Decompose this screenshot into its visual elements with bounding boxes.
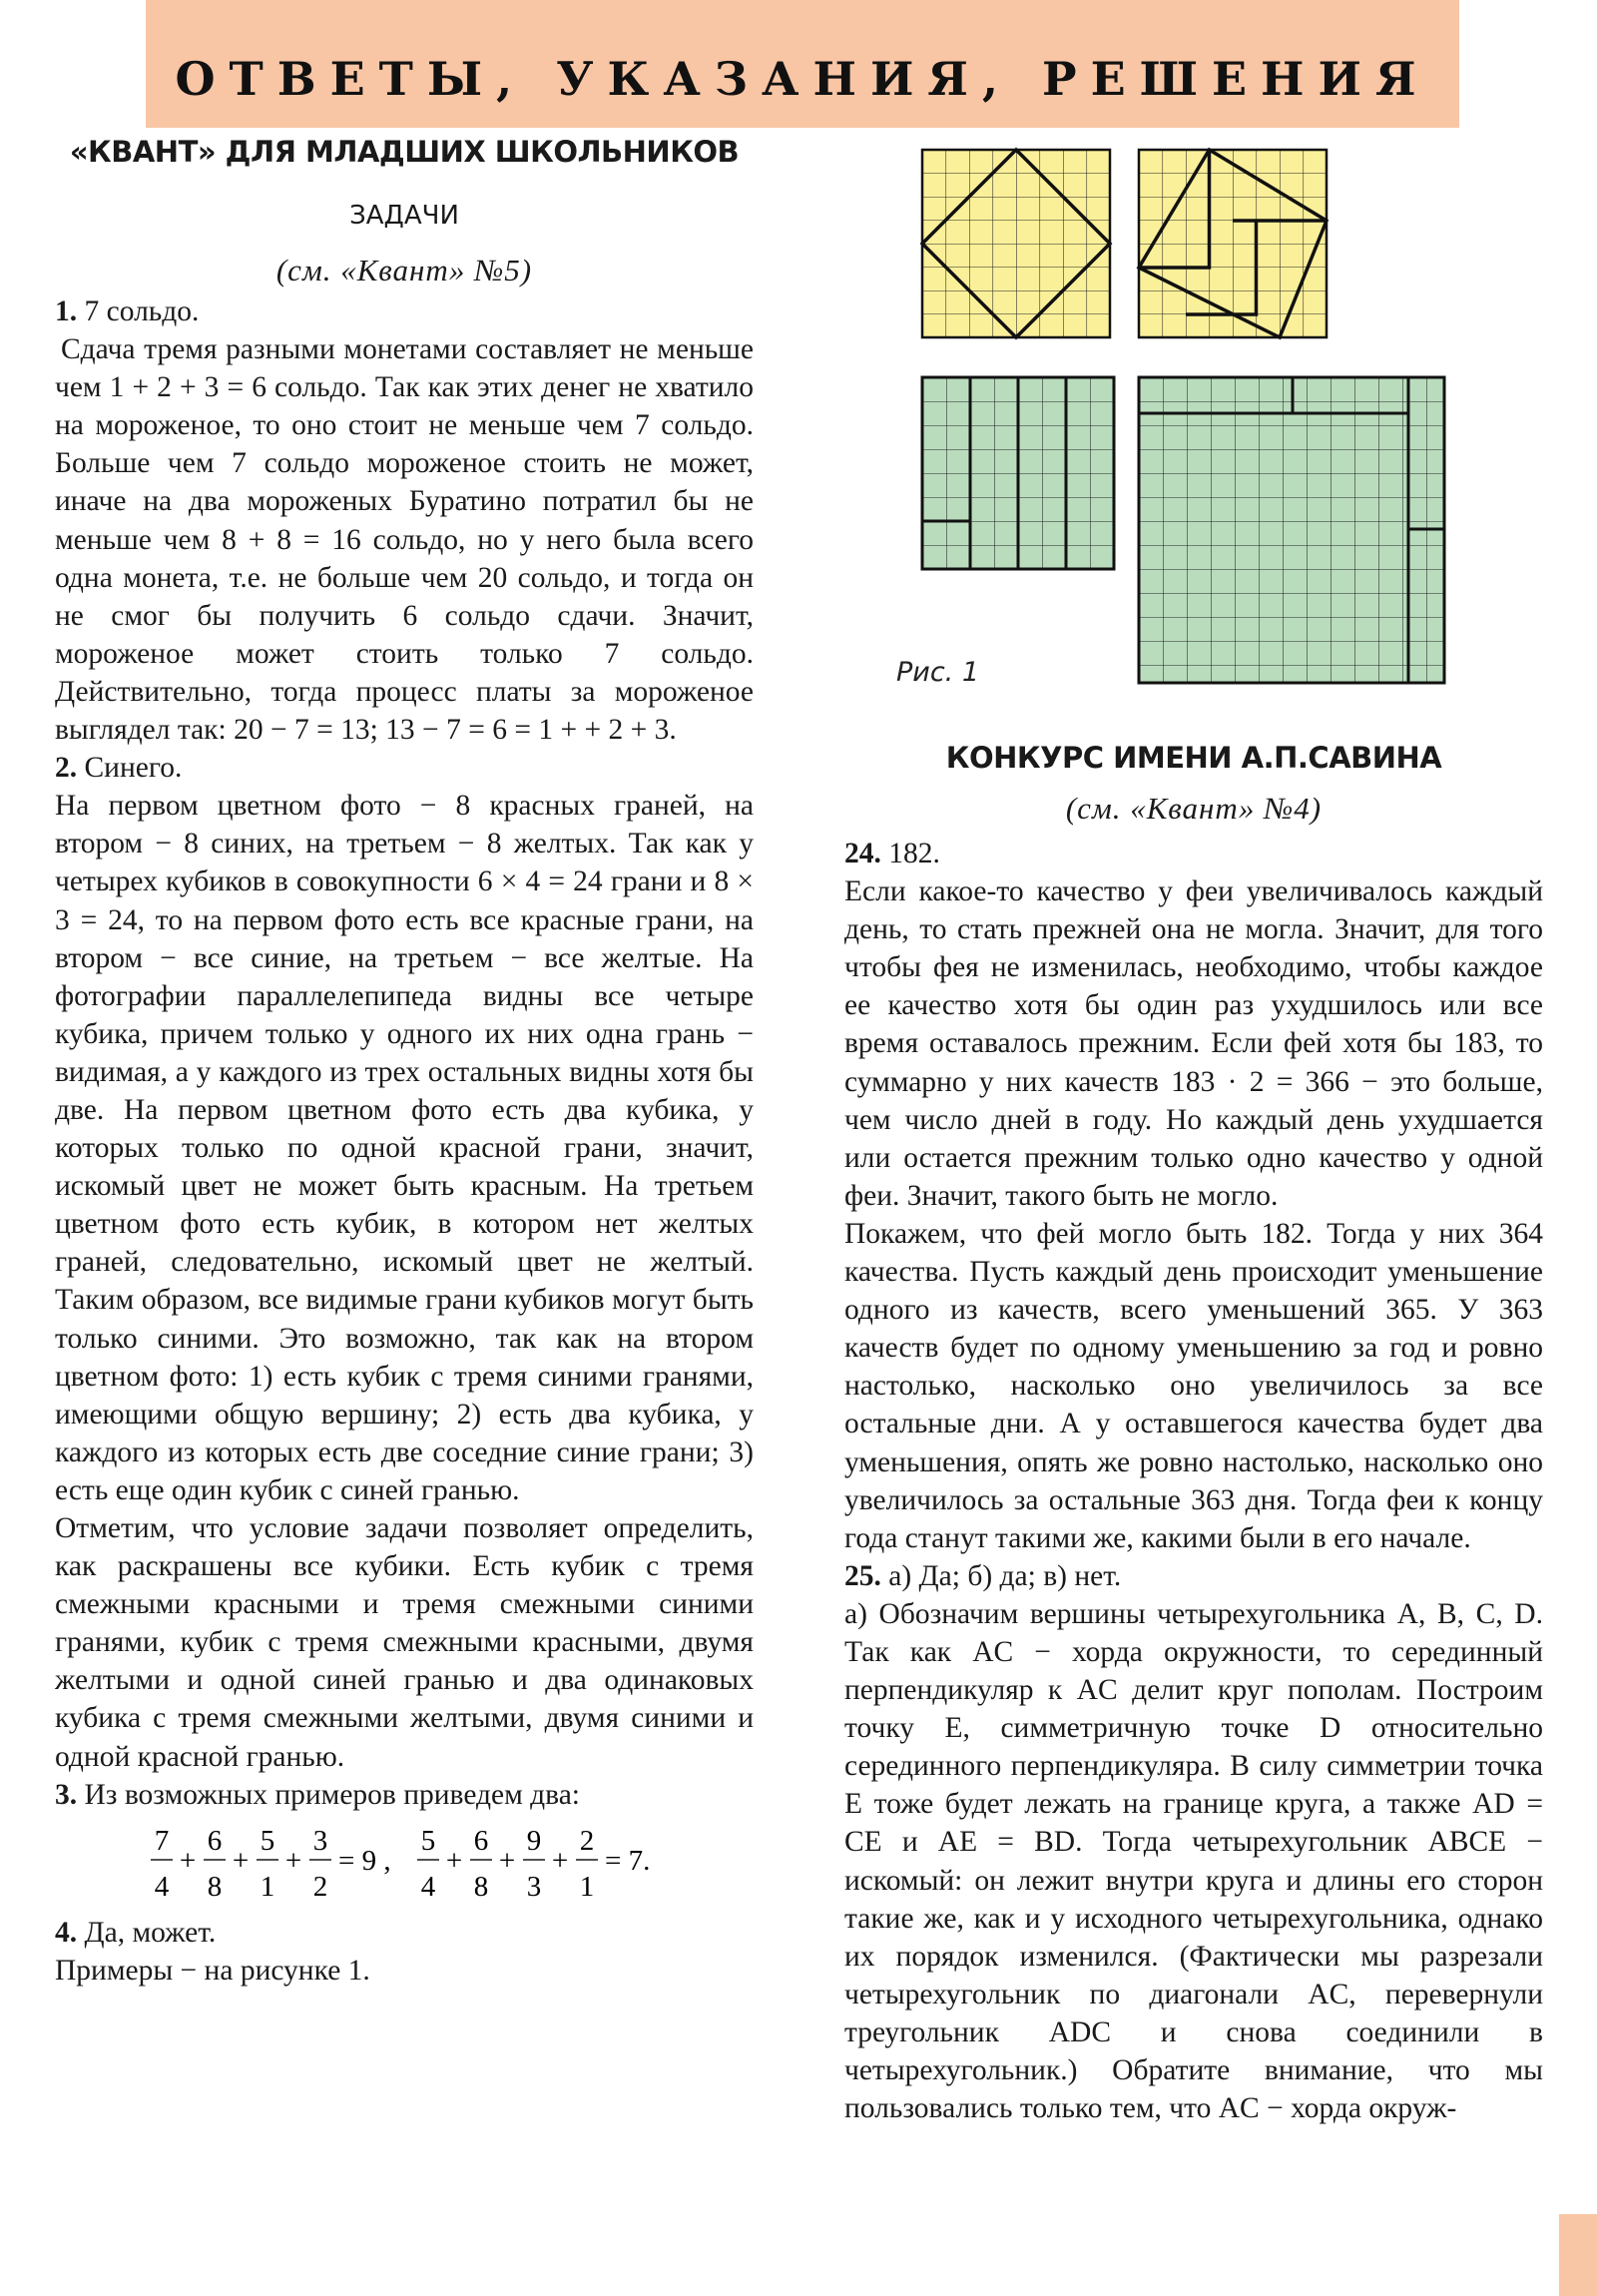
figure-1-caption: Рис. 1 <box>896 657 980 688</box>
formula-1-plus-1: + <box>179 1844 197 1877</box>
right-column <box>844 741 1543 2127</box>
formula-2 <box>417 1825 650 1903</box>
subtitle-tasks: ЗАДАЧИ <box>349 201 459 231</box>
formula-1-num-2: 6 <box>207 1824 223 1857</box>
answer-4-number: 4. <box>55 1916 78 1949</box>
answer-3-text: Из возможных примеров приведем два: <box>84 1778 581 1811</box>
answer-2 <box>55 749 754 787</box>
formula-1 <box>151 1825 391 1903</box>
figure-1 <box>0 0 1597 699</box>
formula-2-plus-1: + <box>445 1844 463 1877</box>
formula-1-plus-3: + <box>284 1844 302 1877</box>
formula-2-result: = 7. <box>605 1844 651 1877</box>
answer-2-text: На первом цветном фото − 8 красных граней, на втором − 8 синих, на третьем − 8 желтых. Так как у четырех кубиков в совокупности 6 × 4 = 24 грани и 8 × 3 = 24, то на первом фото есть все красные грани, на втором − все синие, на третьем − все желтые. На фотографии параллелепипеда видны все четыре кубика, причем только у одного их них одна грань − видимая, а у каждого из трех остальных видны хотя бы две. На первом цветном фото есть два кубика, у которых только по одной красной грани, значит, искомый цвет не может быть красным. На третьем цветном фото есть кубик, в котором нет желтых граней, следовательно, искомый цвет не желтый. Таким образом, все видимые грани кубиков могут быть только синими. Это возможно, так как на втором цветном фото: 1) есть кубик с тремя синими гранями, имеющими общую вершину; 2) есть два кубика, у каждого из которых есть две соседние синие грани; 3) есть еще один кубик с синей гранью. <box>55 790 754 1506</box>
formula-1-den-2: 8 <box>207 1870 223 1903</box>
page-title: ОТВЕТЫ, УКАЗАНИЯ, РЕШЕНИЯ <box>175 52 1430 106</box>
answer-3-number: 3. <box>55 1778 78 1811</box>
green-grid-square <box>1139 377 1444 683</box>
formula-1-num-3: 5 <box>260 1824 275 1857</box>
reference-kvant-4: (см. «Квант» №4) <box>1065 791 1323 826</box>
reference-kvant-5: (см. «Квант» №5) <box>275 253 533 287</box>
answer-24-number: 24. <box>844 838 881 869</box>
answer-2-short: Синего. <box>84 752 183 785</box>
answer-2-note: Отметим, что условие задачи позволяет определить, как раскрашены все кубики. Есть кубик с тремя смежными красными и тремя смежными синими гранями, кубик с тремя смежными красными, двумя желтыми и одной синей гранью и два одинаковых кубика с тремя смежными желтыми, двумя синими и одной красной гранью. <box>55 1512 754 1773</box>
formula-2-plus-2: + <box>498 1844 516 1877</box>
answer-24-short: 182. <box>888 838 940 869</box>
answer-24-text: Если какое-то качество у феи увеличивалось каждый день, то стать прежней она не могла. Значит, для того чтобы фея не изменилась, необходимо, чтобы каждое ее качество хотя бы один раз ухудшилось или все время оставалось прежним. Если фей хотя бы 183, то суммарно у них качеств 183 · 2 = 366 − это больше, чем число дней в году. Но каждый день ухудшается или остается прежним только одно качество у одной феи. Значит, такого быть не могло. <box>844 875 1543 1212</box>
yellow-grid-square-2 <box>1139 150 1327 337</box>
answer-25-text: а) Обозначим вершины четырехугольника A, B, C, D. Так как AC − хорда окружности, то серединный перпендикуляр к AC делит круг пополам. Построим точку E, симметричную точке D относительно серединного перпендикуляра. В силу симметрии точка E тоже будет лежать на границе круга, а также AD = CE и AE = BD. Тогда четырехугольник ABCE − искомый: он лежит внутри круга и длины его сторон такие же, как и у исходного четырехугольника, однако их порядок изменился. (Фактически мы разрезали четырехугольник по диагонали AC, перевернули треугольник ADC и снова соединили в четырехугольник.) Обратите внимание, что мы пользовались только тем, что AC − хорда окруж- <box>844 1597 1543 2125</box>
answer-2-number: 2. <box>55 752 78 785</box>
section-title-savin-contest: КОНКУРС ИМЕНИ А.П.САВИНА <box>945 741 1442 775</box>
formula-2-num-1: 5 <box>420 1824 436 1857</box>
answer-4-text: Примеры − на рисунке 1. <box>55 1954 370 1987</box>
formula-1-num-4: 3 <box>312 1824 328 1857</box>
page-edge-tab <box>1559 2214 1597 2296</box>
formula-2-den-2: 8 <box>473 1870 489 1903</box>
formula-1-result: = 9 , <box>338 1844 391 1877</box>
formula-1-plus-2: + <box>232 1844 250 1877</box>
formula-2-num-3: 9 <box>526 1824 542 1857</box>
answer-25-short: а) Да; б) да; в) нет. <box>888 1559 1122 1592</box>
formula-2-den-3: 3 <box>526 1870 542 1903</box>
answer-1-number: 1. <box>55 295 78 327</box>
fraction-examples <box>55 1816 754 1910</box>
formula-1-den-4: 2 <box>312 1870 328 1903</box>
answer-25 <box>844 1557 1543 1595</box>
formula-2-num-2: 6 <box>473 1824 489 1857</box>
answer-1-short: 7 сольдо. <box>84 295 200 327</box>
formula-2-den-4: 1 <box>579 1870 595 1903</box>
formula-2-den-1: 4 <box>420 1870 436 1903</box>
answer-4 <box>55 1914 754 1952</box>
answer-24 <box>844 835 1543 872</box>
yellow-grid-square-1 <box>922 150 1110 337</box>
answer-25-number: 25. <box>844 1559 881 1592</box>
answer-4-short: Да, может. <box>84 1916 217 1949</box>
formula-1-den-1: 4 <box>154 1870 170 1903</box>
answer-24-text-2: Покажем, что фей могло быть 182. Тогда у них 364 качества. Пусть каждый день происходит уменьшение одного из качеств, всего уменьшений 365. У 363 качеств будет по одному уменьшению за год и ровно настолько, насколько оно увеличилось за все остальные дни. А у оставшегося качества будет два уменьшения, опять же ровно настолько, насколько оно увеличилось за остальные 363 дня. Тогда феи к концу года станут такими же, какими были в его начале. <box>844 1217 1543 1554</box>
formula-1-den-3: 1 <box>260 1870 275 1903</box>
green-grid-rectangle <box>922 377 1114 569</box>
section-title-kvant-juniors: «КВАНТ» ДЛЯ МЛАДШИХ ШКОЛЬНИКОВ <box>69 135 740 169</box>
formula-2-plus-3: + <box>551 1844 569 1877</box>
answer-3 <box>55 1776 754 1814</box>
formula-1-num-1: 7 <box>154 1824 170 1857</box>
answer-1-text: Сдача тремя разными монетами составляет не меньше чем 1 + 2 + 3 = 6 сольдо. Так как этих денег не хватило на мороженое, то оно стоит не меньше чем 7 сольдо. Больше чем 7 сольдо мороженое стоить не может, иначе на два мороженых Буратино потратил бы не меньше чем 8 + 8 = 16 сольдо, но у него была всего одна монета, т.е. не больше чем 20 сольдо, и тогда он не смог бы получить 6 сольдо сдачи. Значит, мороженое может стоить только 7 сольдо. Действительно, тогда процесс платы за мороженое выглядел так: 20 − 7 = 13; 13 − 7 = 6 = 1 + + 2 + 3. <box>55 333 754 747</box>
formula-2-num-4: 2 <box>579 1824 595 1857</box>
